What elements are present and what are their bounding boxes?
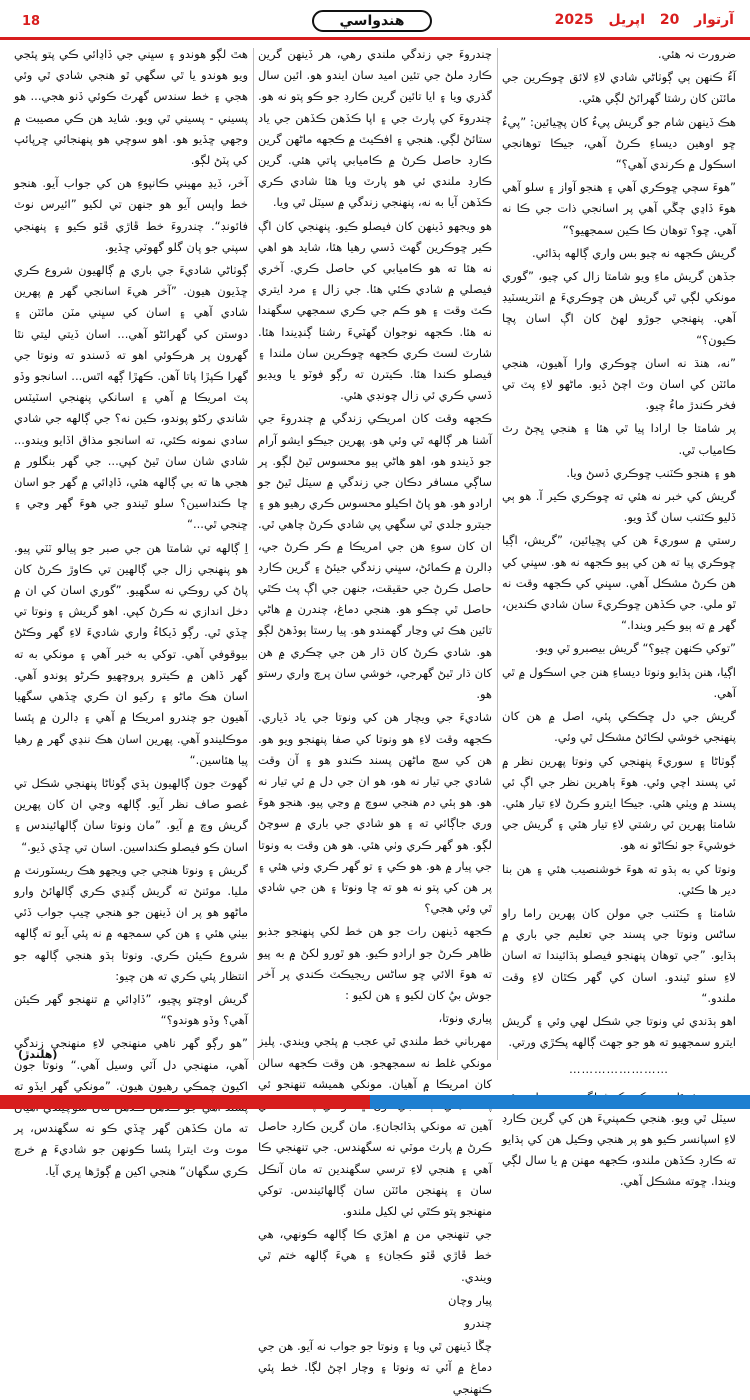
masthead-logo: هندواسي [312, 10, 432, 32]
article-paragraph: اهو ٻڌندي ئي ونوتا جي شڪل لهي وئي ۽ گريش ايترو سمجهيو ته هو جو جهٽ ڳالهه پڪڙي ورتي. [502, 1013, 736, 1050]
dateline-year: 2025 [554, 12, 594, 28]
article-paragraph: رستي ۾ سوريءَ هن کي پڇيائين، ”گريش، اڳيا ڇوڪري پيا ته هن کي ٻيو ڪجهه نه هو. سڀني کي هن ڪرڻ مشڪل آهي. سڀني کي ڪجهه وقت نه ٿو ملي. جي ڪڏهن ڇوڪريءَ سان شادي ڪندين، گهر ۾ ته ٻيو ڪير ويندا.“ [502, 533, 736, 633]
dateline-day-number: 20 [659, 12, 680, 28]
article-paragraph: پياري ونوتا، [438, 1011, 492, 1026]
article-paragraph: ”هو رڳو گهر ناهي منهنجي لاءِ منهنجي زندگي آهي، منهنجي دل آٽي وسيل آهي.“ ونوتا جون اکيون چمڪي رهيون هيون. ”مونکي گهر ايڏو ته ته مان ڪڏهن گهر ڇڏي ڪو نه سگهندس، پر موت وٽ ايترا پئسا ڪونهن جو شاديءَ ۾ خرچ ڪري سگهان“ هنجي اکين ۾ ڳوڙها ڀري آيا. [14, 1036, 248, 1178]
footer-bar-red [0, 1095, 370, 1109]
article-paragraph: پيار وچان [448, 1292, 492, 1307]
article-paragraph: هڪ ڏينهن شام جو گريش پيءُ کان پڇيائين: ”پيءُ ڇو اوهين ديساءِ ڪرڻ آهي، جيڪا توهانجي اسڪول ۾ ڪرندي آهي؟“ [502, 114, 736, 172]
article-paragraph: …………………… [569, 1062, 669, 1077]
article-paragraph: اِ ڳالهه تي شامتا هن جي صبر جو پيالو ٽٽي پيو. هو پنهنجي زال جي ڳالهين تي ڪاوڙ ڪرڻ کان پاڻ کي روڪي نه سگهيو. ”گوري اسان کي ان ۾ دخل اندازي نه ڪرڻ کپي. اهو گريش ۽ ونوتا تي ڇڏي ٿي. رڳو ڏيکاءُ واري شاديءَ لاءِ گهر وڪڻڻ بيوقوفي آهي. توکي به خبر آهي ۽ مونکي به ته گهر ڏاهن ۾ ڪيترو پروڄهيو ڪرڻو پوندو آهي. اسان هڪ ماڻو ۽ رکيو ان ڪري ڇڏهي سگهيا آهيون جو چندرو امريڪا ۾ آهي ۽ ڊالرن ۾ پئسا موڪليندو آهي. پهرين اسان هڪ ننڍي گهر ۾ رهيا پيا هئاسين.“ [14, 540, 248, 767]
footer-bar [0, 1095, 750, 1109]
article-paragraph: هو ويجهو ڏينهن کان فيصلو ڪيو. پنهنجي کان اڳ ڪير ڇوڪرين گهٽ ڏسي رهيا هئا، شايد هو اهي نه هئا ته هو ڪاميابي کي حاصل ڪري. آخري فيصلي ۾ شادي ڪئي هئا. جي زال ۽ مرد ايتري ڪٽ وقت ۽ هو ڪم جي ڪري سمجهي سگهندا نه هئا. ڪجهه نوجوان گهٽيءَ رشتا ڳنڍيندا هئا. شارٽ لسٽ ڪري ڪجهه ڇوڪرين سان ملندا ۽ فيصلو ڪندا هئا. ڪيترن ته رڳو فوٽو يا ويڊيو ڏسي ڪري ئي زال چونڊي هئي. [258, 218, 492, 403]
article-paragraph: ڳوٺاڻا ۽ سوريءَ پنهنجي کي ونوتا پهرين نظر ۾ ئي پسند اچي وئي. هوءَ ٻاهرين نظر جي اڳ ئي پسند ۾ ويٺي هئي. جيڪا ايترو ڪرڻ لاءِ تيار هئي. شامتا پهرين ئي رشتي لاءِ تيار هئي ۽ گريش جي خوشيءَ جو ٺڪاڻو نه هو. [502, 753, 736, 853]
page-number: 18 [22, 14, 41, 29]
article-paragraph: ونوتا کي به ٻڌو ته هوءَ خوشنصيب هئي ۽ هن بنا دير ها ڪئي. [502, 861, 736, 897]
article-paragraph: جڏهن گريش ماءِ ويو شامتا زال کي چيو، ”گوري مونکي لڳي ٿي گريش هن ڇوڪريءَ ۾ انٽريسٽيڊ آهي. پنهنجي جوڙو لهڻ کان اڳ اسان پڇا ڪيون؟“ [502, 269, 736, 347]
article-paragraph: جي تنهنجي من ۾ اهڙي ڪا ڳالهه ڪونهي، هي خط ڦاڙي ڦٽو ڪجانءِ ۽ هيءَ ڳالهه ختم ٿي ويندي. [258, 1227, 492, 1284]
dateline [545, 12, 734, 28]
continued-marker: (هلندڙ) [18, 1048, 58, 1061]
article-paragraph: ”هوءَ سڄي ڇوڪري آهي ۽ هنجو آواز ۽ سلو آهي هوءَ ڏاڍي چڱي آهي پر اسانجي ذات جي ڪا نه آهي. ڇو؟ توهان ڪا ڪين سمجهيو؟“ [502, 180, 736, 237]
article-paragraph: ”توکي ڪنهن چيو؟“ گريش بيصبرو ٿي ويو. [534, 641, 736, 656]
article-paragraph: چڱا ڏينهن ٿي ويا ۽ ونوتا جو جواب نه آيو. هن جي دماغ ۾ آئي ته ونوتا ۽ وچار اچڻ لڳا. خط پئي ڪنهنجي [258, 1339, 492, 1396]
article-paragraph: هٿ لڳو هوندو ۽ سڀني جي ڏاڍائي ڪي پتو پئجي ويو هوندو يا ٿي سگهي ٿو هنجي شادي ٿي وئي هجي ۽ خط سندس گهرٽ ڪوئي ڏنو هجي... هو پسيني - پسيني ٿي ويو. شايد هن ڪي مصيبت ۾ وجهي ڇڏيو هو. اهو سوچي هو پنهنجائي ڇرپائپ کي پٽڻ لڳو. [14, 47, 248, 168]
article-paragraph: چندرو [464, 1315, 492, 1330]
article-paragraph: گريش ڪجهه نه چيو بس واري ڳالهه ٻڌائي. [531, 245, 736, 260]
article-paragraph: آخر، ڏيڍ مهيني ڪانپوءِ هن کي جواب آيو. هنجو خط واپس آيو هو جنهن تي لکيو ”ائيرس نوٽ فائونڊ“. چندروءَ خط ڦاڙي ڦٽو ڪيو ۽ پنهنجي سپني جو پان گلو گهوٽي ڇڏيو. [14, 176, 248, 254]
article-paragraph: گهوٽ جون ڳالهيون ٻڌي ڳوٺاڻا پنهنجي شڪل تي غصو صاف نظر آيو. ڳالهه وڃي ان کان پهرين گريش وچ ۾ آيو. ”مان ونوتا سان ڳالهائيندس ۽ اسان ڪو فيصلو ڪنداسين. اسان تي ڇڏي ڏيو.“ [14, 775, 248, 854]
article-column-left [14, 44, 248, 1178]
article-paragraph: شاديءَ جي ويچار هن کي ونوتا جي ياد ڏياري. ڪجهه وقت لاءِ هو ونوتا کي صفا پنهنجو ويو هو. هن کي سچ ماڻهن پسند ڪندو هو ۽ آن وقت شادي جي تيار نه هو، هو ان جي دل ۾ ئي تيار نه هو. هو ٻئي دم هنجي سوچ ۾ وڃي پيو. هنجو هوءَ وري جاڳائي ته ۽ هو شادي جي باري ۾ سوچڻ لڳو. هو گهر ڪري وٺي هئي. هو هن وقت به ونوتا جي پيار ۾ هو. هو ڪي ۽ تو گهر ڪري وٺي هئي ۽ پر هن کي پتو نه هو ته ڇا ونوتا ۽ هن جي شادي ٿي وئي هجي؟ [258, 710, 492, 916]
article-paragraph: هو ۽ هنجو ڪٽنب ڇوڪري ڏسڻ ويا. [566, 465, 736, 480]
article-paragraph: گريش کي خبر نه هئي ته ڇوڪري ڪير آ. هو ٻي ڏليو ڪٽنب سان گڏ ويو. [502, 489, 736, 525]
article-columns [14, 44, 736, 1396]
article-column-right [502, 44, 736, 1189]
page-header [0, 0, 750, 40]
article-paragraph: آءُ ڪنهن ٻي ڳوٺاڻي شادي لاءِ لائق ڇوڪرين جي مائٽن کان رشتا گهرائڻ لڳي هئي. [502, 70, 736, 106]
dateline-month: اپريل [608, 12, 645, 28]
article-paragraph: اڳيا، هنن ٻڌايو ونوتا ديساءِ هنن جي اسڪول ۾ ٿي آهي. [502, 664, 736, 700]
article-paragraph: ڪجهه ڏينهن رات جو هن خط لکي پنهنجو جذبو ظاهر ڪرڻ جو ارادو ڪيو. هو ٿورو لکڻ ۾ به پيو ته هوءَ الائي ڇو ساڻس ريجيڪٽ ڪندي پر آخر جوش بيُ کان لکيو ۽ هن لکيو : [258, 924, 492, 1002]
article-paragraph: مهرباني خط ملندي ٿي عجب ۾ پئجي ويندي. پليز مونکي غلط نه سمجهجو. هن وقت ڪجهه سالن کان امريڪا ۾ آهيان. مونکي هميشه تنهنجو ئي آهين ته مونکي ٻڌائجانءِ. مان گرين ڪارڊ حاصل ڪرڻ ۾ پارٽ موٽي نه سگهندس. جي تنهنجي ڪا آهي ۽ هنجي لاءِ ترسي سگهندين ته مان آنڪل سان ۽ پنهنجن مائٽن سان ڳالهائيندس. توکي منهنجو پتو ڪٿي ئي لکيل ملندو. [258, 1034, 492, 1218]
article-paragraph: ضرورت نہ هئي. [657, 47, 736, 61]
article-paragraph: گريش اوچتو پڇيو، ”ڏاڍائي ۾ تنهنجو گهر ڪيئن آهي؟ وڏو هوندو؟“ [14, 991, 248, 1028]
article-paragraph: ”نه، هنڌ نه اسان ڇوڪري وارا آهيون، هنجي مائٽن کي اسان وٽ اچڻ ڏيو. ماڻهو لاءِ پٽ تي فخر ڪندڙ ماءُ چيو. [502, 355, 736, 413]
article-paragraph: شامتا ۽ ڪٽنب جي مولن کان پهرين راما راو ساڻس ونوتا جي پسند جي تعليم جي باري ۾ ٻڌايو. ”جي توهان پنهنجو فيصلو ٻڌائيندا ته اسان لاءِ سٺو ٿيندو. اسان کي گهر ڪٿان لاءِ وقت ملندو.“ [502, 905, 736, 1005]
article-column-middle [258, 44, 492, 1396]
dateline-day: آرتوار [694, 12, 734, 28]
article-paragraph: ڳوٺاڻي شاديءَ جي باري ۾ ڳالهيون شروع ڪري ڇڏيون هيون. ”آخر هيءَ اسانجي گهر ۾ پهرين شادي آهي ۽ اسان کي سڀني مٽن مائٽن ۽ دوستن کي گهرائڻو آهي... اسان ڏيتي ليتي نٿا گهرون پر هرڪوئي اهو ته ڏسندو ته ونوتا جي گهرا ڪپڙا پاتا آهن. ڪهڙا ڳهه اٿس... اسانجو وڏو پٽ امريڪا ۾ آهي ۽ اسانکي پنهنجي اسٽيٽس شاندي رکڻو پوندو، ڪين نه؟ جي ڳالهه جي شادي سادي نمونه ڪئي، ته اسانجو مذاق اڏايو ويندو... شادي شان سان ٿيڻ کپي... جي گهر بنگلور ۾ هجي ها ته بي ڳالهه هئي، ڏاڍائي ۾ گهر جو اسان ڇا ڪنداسين؟ سلو ٿيندو جي هوءَ گهر وڃي ۽ ڇنجي ٿي...“ [14, 263, 248, 532]
footer-bar-blue [370, 1095, 750, 1109]
article-paragraph: ڪجهه وقت کان امريڪي زندگي ۾ چندروءَ جي آشنا هر ڳالهه ٿي وئي هو. پهرين جيڪو ايشو آرام جو ڏيندو هو، اهو هاڻي ٻيو محسوس ٿيڻ لڳو. پر ساڳي مسافر دڪان جي زندگي ۾ سيٽل ٿيڻ جو ارادو هو. هو پاڻ اڪيلو محسوس ڪري رهيو هو ۽ جيترو جلدي ٿي سگهي پي شادي ڪرڻ چاهي ٿي. ان کان سوءِ هن جي امريڪا ۾ ڪر ڪرڻ جي، ڊالرن ۾ ڪمائڻ، سڀني زندگي جيئڻ ۽ گرين ڪارڊ حاصل ڪرڻ جي حقيقت، جنهن جي اڳ پٺ ڪٿي حاصل ٿي چڪو هو. هنجي دماغ، چندرن ۾ هاڻي تائين هڪ ئي وڃار گهمندو هو. پيا رستا ٻوڏهڻ لڳو هو. شادي ڪرڻ کان ڌار هن جي چڪري ۾ هن کان ڌار ٿيڻ گهرجي، خوشي سان پرچ واري رستو هو. [258, 411, 492, 702]
article-paragraph: چندروءَ جي زندگي ملندي رهي، هر ڏينهن گرين ڪارڊ ملڻ جي تئين اميد سان ايندو هو. ائين سال گذري ويا ۽ ايا تائين گرين ڪارڊ جو ڪو پتو نه هو. چندروءَ کي پارٽ جي ۽ اپا ڪڏهن ڪڏهن جي ياد ستائڻ لڳي. هنجي ۽ افڪيٽ ۾ ڪجهه ماڻهن گرين ڪارڊ حاصل ڪرڻ ۾ ڪاميابي پاتي هئي. گرين ڪارڊ ملندي ئي هو پارٽ ويا هئا شادي ڪري ڪڏهن آيا به نه، پنهنجي زندگي ۾ سيٽل ٿي ويا. [258, 47, 492, 210]
article-paragraph: سيٽل ٿي ويو. هنجي ڪمپنيءَ هن کي گرين ڪارڊ لاءِ اسپانسر ڪيو هو پر هنجي وڪيل هن کي ٻڌايو ته ڪارڊ ڪڏهن ملندو، ڪجهه مهنن ۾ يا سال لڳي ويندا. ڇوته مشڪل آهي. [502, 1110, 736, 1189]
article-paragraph: گريش ۽ ونوتا هنجي جي ويجهو هڪ ريسٽورنٽ ۾ مليا. موئنڻ ته گريش ڳنڍي ڪري ڳالهائڻ وارو ماڻهو هو پر ان ڏينهن جو هنجي چيپ جواب ڏئي بيٺي هئي ۽ هن کي سمجهه ۾ نه پئي آيو ته ڳالهه شروع ڪيئن ڪري. ونوتا ٻڌو هنجي ڳالهه جو انتظار پئي ڪري ته هن چيو: [14, 862, 248, 983]
article-paragraph: گريش جي دل ڇڪڪي پئي، اصل ۾ هن کان پنهنجي خوشي لڪائڻ مشڪل ٿي وئي. [502, 709, 736, 745]
article-paragraph: پر شامتا جا ارادا پيا ٿي هئا ۽ هنجي ڀڄڻ رٽ ڪامياب ٿي. [502, 421, 736, 457]
